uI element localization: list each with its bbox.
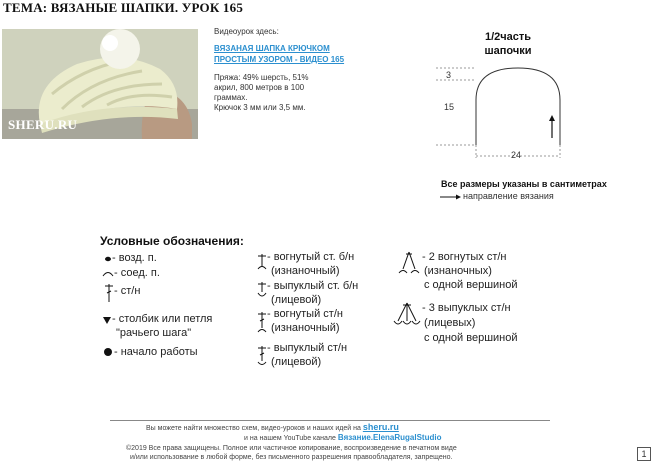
footer-line2	[244, 433, 441, 442]
dim-side: 15	[444, 102, 455, 112]
site-logo: SHERU.RU	[8, 117, 78, 132]
footer-rights: и/или использование в любой форме, без письменного разрешения правообладателя, запрещено.	[130, 454, 453, 461]
legend-3-fp-dc: - 3 выпуклых ст/н	[422, 302, 511, 314]
yarn-line1: Пряжа: 49% шерсть, 51%	[214, 73, 309, 82]
hat-photo	[2, 29, 198, 139]
footer-site-link[interactable]: sheru.ru	[362, 422, 399, 432]
hat-half-schema	[436, 60, 576, 170]
yarn-line2: акрил, 800 метров в 100	[214, 83, 305, 92]
legend-2-bp-dc-2: (изнаночных)	[424, 265, 492, 277]
direction-note: направление вязания	[463, 191, 554, 201]
video-link-line1[interactable]: ВЯЗАНАЯ ШАПКА КРЮЧКОМ	[214, 44, 330, 53]
legend-fp-dc: - выпуклый ст/н	[267, 342, 348, 354]
page-number: 1	[637, 447, 651, 461]
sizes-note: Все размеры указаны в сантиметрах	[441, 179, 607, 189]
page-title: ТЕМА: ВЯЗАНЫЕ ШАПКИ. УРОК 165	[3, 0, 244, 15]
dim-top: 3	[446, 70, 452, 80]
yarn-line3: граммах.	[214, 93, 248, 102]
start-point-icon	[103, 347, 113, 357]
three-fp-dc-together-icon	[393, 301, 421, 329]
footer-line1	[146, 422, 399, 432]
legend-start: - начало работы	[114, 346, 198, 358]
legend-slip: - соед. п.	[114, 267, 160, 279]
legend-bp-dc: - вогнутый ст/н	[267, 308, 343, 320]
diagram-title-line2: шапочки	[484, 45, 532, 57]
diagram-title	[470, 30, 546, 58]
footer-copyright: ©2019 Все права защищены. Полное или частичное копирование, воспроизведение в печатном виде	[126, 445, 457, 452]
dim-bottom: 24	[511, 150, 522, 160]
direction-legend-arrow-icon	[440, 194, 462, 200]
legend-bp-sc: - вогнутый ст. б/н	[267, 251, 355, 263]
legend-3-fp-dc-3: с одной вершиной	[424, 332, 518, 344]
legend-title: Условные обозначения:	[100, 234, 244, 248]
footer-youtube-link[interactable]: Вязание.ElenaRugalStudio	[337, 433, 442, 442]
hook-size: Крючок 3 мм или 3,5 мм.	[214, 103, 306, 112]
video-lead: Видеоурок здесь:	[214, 27, 279, 36]
diagram-title-line1: 1/2часть	[484, 31, 532, 43]
legend-3-fp-dc-2: (лицевых)	[424, 317, 476, 329]
footer-line1-text: Вы можете найти множество схем, видео-уроков и наших идей на	[146, 425, 361, 432]
video-link-line2[interactable]: ПРОСТЫМ УЗОРОМ - ВИДЕО 165	[214, 55, 345, 64]
legend-bp-sc-2: (изнаночный)	[271, 265, 340, 277]
legend-reverse-sc: - столбик или петля	[112, 313, 213, 325]
legend-reverse-sc-2: "рачьего шага"	[116, 327, 192, 339]
legend-dc: - ст/н	[114, 285, 141, 297]
legend-bp-dc-2: (изнаночный)	[271, 322, 340, 334]
footer-divider	[110, 420, 550, 421]
slip-stitch-icon	[101, 268, 115, 278]
legend-2-bp-dc: - 2 вогнутых ст/н	[422, 251, 507, 263]
lesson-info	[214, 27, 384, 113]
two-bp-dc-together-icon	[398, 250, 420, 276]
legend-fp-sc: - выпуклый ст. б/н	[267, 280, 359, 292]
legend-chain: - возд. п.	[112, 252, 157, 264]
legend-fp-sc-2: (лицевой)	[271, 294, 322, 306]
legend-fp-dc-2: (лицевой)	[271, 356, 322, 368]
legend-2-bp-dc-3: с одной вершиной	[424, 279, 518, 291]
footer-line2-text: и на нашем YouTube канале	[244, 435, 336, 442]
reverse-sc-icon	[102, 315, 112, 325]
